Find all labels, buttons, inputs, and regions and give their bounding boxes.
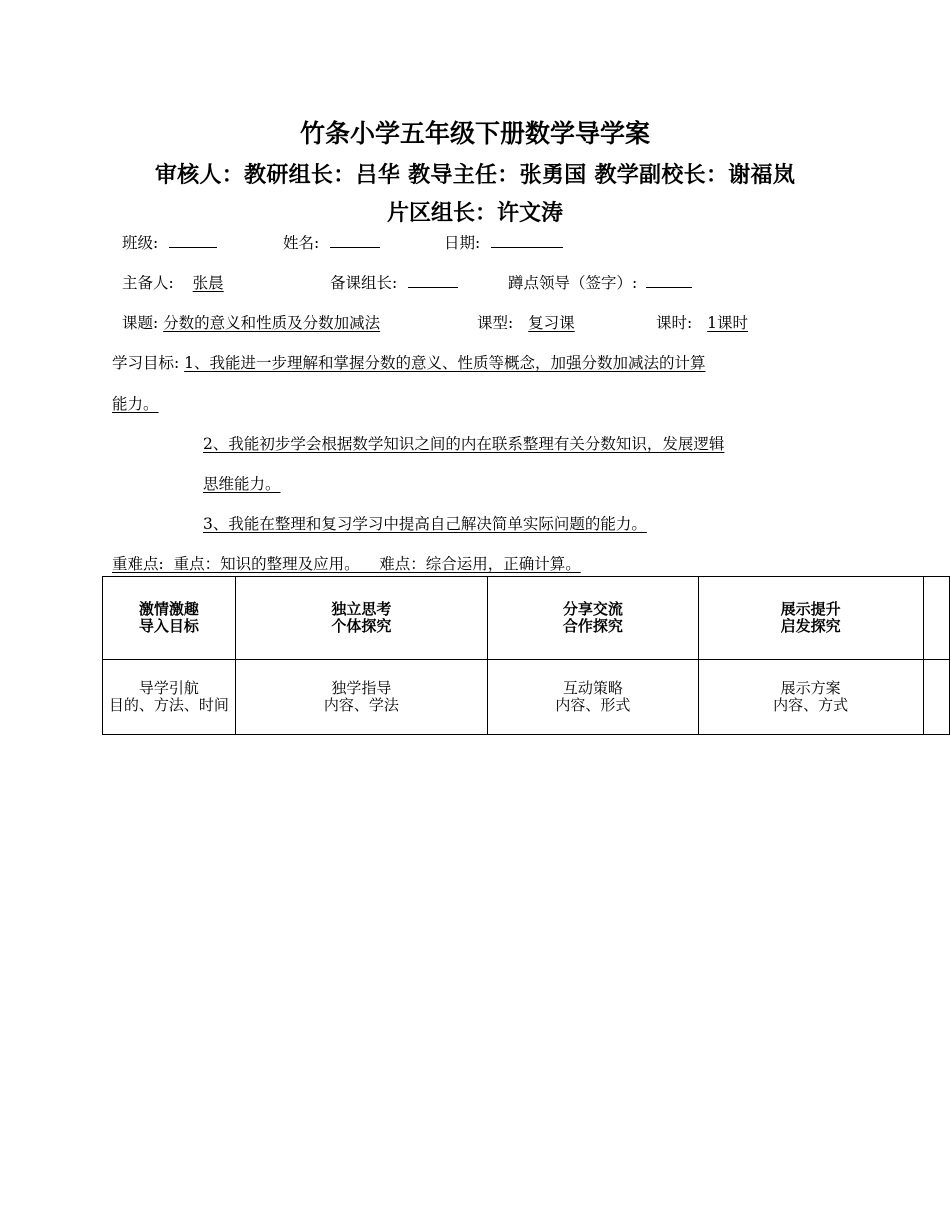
topic-value: 分数的意义和性质及分数加减法 — [163, 314, 381, 332]
table-cell: 展示方案 内容、方式 — [698, 660, 923, 735]
class-field — [122, 233, 217, 253]
goals-label: 学习目标: — [112, 354, 180, 372]
header-cell: 独立思考 个体探究 — [235, 577, 487, 660]
table-cell: 独学指导 内容、学法 — [235, 660, 487, 735]
table-cell: 导学引航 目的、方法、时间 — [103, 660, 236, 735]
table-row — [103, 660, 950, 735]
supervisor-label: 蹲点领导（签字）: — [508, 274, 638, 292]
supervisor-blank[interactable] — [646, 273, 692, 288]
date-label: 日期: — [444, 234, 481, 252]
class-label: 班级: — [122, 234, 159, 252]
name-blank[interactable] — [330, 233, 380, 248]
name-field — [283, 233, 380, 253]
activity-table — [102, 576, 950, 735]
topic-label: 课题: — [122, 314, 159, 332]
area-leader-line: 片区组长：许文涛 — [386, 201, 563, 226]
empty-cell — [923, 577, 949, 660]
name-label: 姓名: — [283, 234, 320, 252]
type-value: 复习课 — [528, 314, 575, 332]
goal-3-line — [203, 514, 835, 534]
table-header-row — [103, 577, 950, 660]
goal-3-text: 3、我能在整理和复习学习中提高自己解决简单实际问题的能力。 — [203, 515, 647, 533]
supervisor-field — [508, 273, 692, 293]
class-blank[interactable] — [169, 233, 217, 248]
hours-label: 课时: — [656, 314, 693, 332]
preparer-field — [122, 273, 263, 293]
table-cell: 互动策略 内容、形式 — [487, 660, 698, 735]
goal-1-line-2 — [112, 394, 192, 414]
goal-1-line-1 — [112, 353, 706, 373]
date-blank[interactable] — [491, 233, 563, 248]
key-points-line — [112, 554, 796, 574]
key-points-text: 重难点: 重点：知识的整理及应用。 难点：综合运用，正确计算。 — [112, 555, 581, 573]
group-leader-blank[interactable] — [408, 273, 458, 288]
goal-1-text-b: 能力。 — [112, 395, 159, 413]
hours-value: 1课时 — [707, 314, 749, 332]
header-cell: 分享交流 合作探究 — [487, 577, 698, 660]
goal-1-text-a: 1、我能进一步理解和掌握分数的意义、性质等概念，加强分数加减法的计算 — [184, 354, 706, 372]
reviewers-line: 审核人：教研组长：吕华 教导主任：张勇国 教学副校长：谢福岚 — [154, 163, 796, 188]
topic-field — [122, 313, 380, 333]
goal-2-text-b: 思维能力。 — [203, 475, 281, 493]
document-title: 竹条小学五年级下册数学导学案 — [299, 119, 650, 148]
group-leader-field — [330, 273, 458, 293]
type-label: 课型: — [477, 314, 514, 332]
date-field — [444, 233, 563, 253]
group-leader-label: 备课组长: — [330, 274, 398, 292]
empty-cell — [923, 660, 949, 735]
hours-field — [656, 313, 754, 333]
header-cell: 激情激趣 导入目标 — [103, 577, 236, 660]
goal-2-line-1 — [203, 434, 724, 454]
type-field — [477, 313, 589, 333]
goal-2-text-a: 2、我能初步学会根据数学知识之间的内在联系整理有关分数知识，发展逻辑 — [203, 435, 725, 453]
preparer-label: 主备人: — [122, 274, 174, 292]
goal-2-line-2 — [203, 474, 301, 494]
preparer-value: 张晨 — [192, 274, 224, 292]
header-cell: 展示提升 启发探究 — [698, 577, 923, 660]
